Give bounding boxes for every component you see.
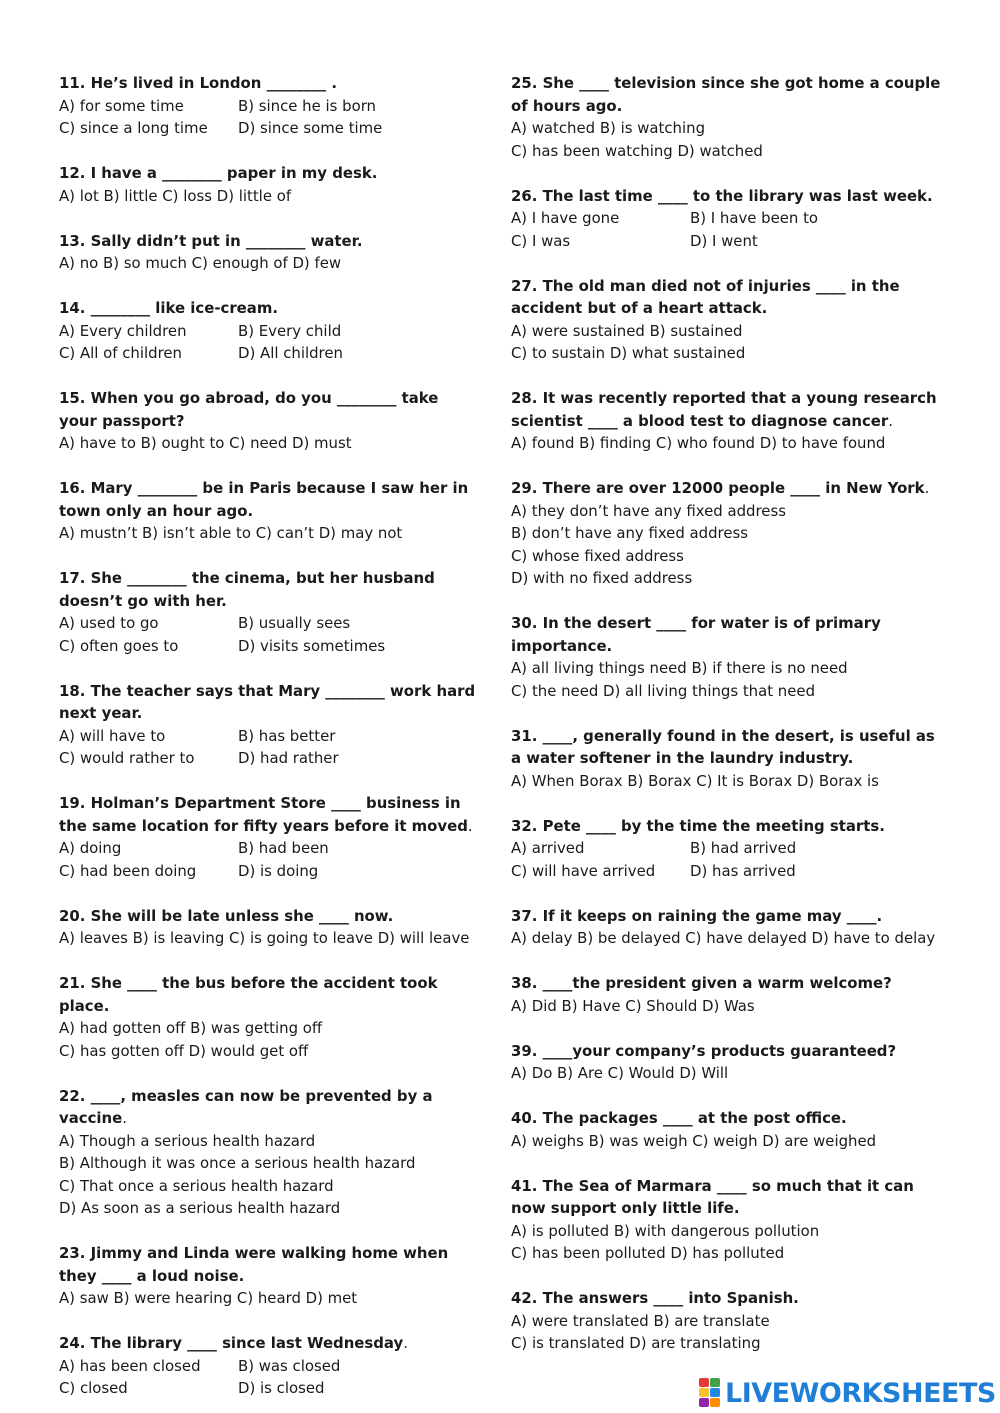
- answer-option[interactable]: A) used to go: [59, 614, 159, 632]
- question-38: [511, 972, 943, 1017]
- answer-option[interactable]: A) I have gone: [511, 209, 620, 227]
- answer-options-line[interactable]: C) to sustain D) what sustained: [511, 344, 746, 362]
- question-21: [59, 972, 479, 1062]
- question-stem-text: 26. The last time ____ to the library was last week.: [511, 186, 933, 205]
- question-stem: [511, 275, 943, 320]
- answer-options: [511, 837, 943, 882]
- answer-options-line[interactable]: A) were translated B) are translate: [511, 1311, 770, 1330]
- answer-options-line[interactable]: C) is translated D) are translating: [511, 1334, 761, 1352]
- question-stem: [511, 905, 943, 928]
- question-stem-tail: .: [924, 479, 930, 497]
- answer-options-line[interactable]: C) has gotten off D) would get off: [59, 1041, 309, 1060]
- answer-options-line[interactable]: A) Though a serious health hazard: [59, 1131, 316, 1150]
- question-stem: [59, 477, 479, 522]
- question-28: [511, 387, 943, 455]
- question-stem-text: 12. I have a ________ paper in my desk.: [59, 164, 378, 182]
- question-stem: [511, 972, 943, 995]
- answer-options-line[interactable]: A) no B) so much C) enough of D) few: [59, 254, 342, 272]
- answer-options-line[interactable]: A) found B) finding C) who found D) to have found: [511, 434, 886, 452]
- question-17: [59, 567, 479, 657]
- question-stem: [59, 972, 479, 1017]
- answer-option[interactable]: D) has arrived: [690, 861, 796, 880]
- answer-options-line[interactable]: A) have to B) ought to C) need D) must: [59, 434, 352, 452]
- question-stem-text: 31. ____, generally found in the desert, is useful as a water softener in the laundry industry.: [511, 726, 935, 767]
- answer-option[interactable]: B) I have been to: [690, 209, 819, 227]
- question-stem: [511, 725, 943, 770]
- question-stem: [59, 387, 479, 432]
- answer-options: [59, 725, 479, 770]
- question-stem-text: 21. She ____ the bus before the accident took place.: [59, 974, 438, 1015]
- answer-options-line[interactable]: A) delay B) be delayed C) have delayed D) have to delay: [511, 929, 936, 947]
- question-stem: [59, 567, 479, 612]
- answer-option[interactable]: B) usually sees: [238, 614, 351, 632]
- question-24: [59, 1332, 479, 1400]
- question-27: [511, 275, 943, 365]
- answer-option[interactable]: B) since he is born: [238, 96, 376, 115]
- answer-options-line[interactable]: A) watched B) is watching: [511, 119, 706, 137]
- answer-options-line[interactable]: A) weighs B) was weigh C) weigh D) are weighed: [511, 1131, 877, 1150]
- answer-option[interactable]: C) All of children: [59, 344, 182, 362]
- answer-options-line[interactable]: C) has been polluted D) has polluted: [511, 1244, 785, 1262]
- question-stem-text: 23. Jimmy and Linda were walking home when they ____ a loud noise.: [59, 1244, 449, 1285]
- answer-option[interactable]: C) since a long time: [59, 119, 208, 137]
- brand-text: LIVEWORKSHEETS: [725, 1377, 996, 1409]
- question-stem: [511, 387, 943, 432]
- logo-square: [710, 1378, 720, 1387]
- answer-options: [511, 207, 943, 252]
- answer-options-line[interactable]: B) Although it was once a serious health hazard: [59, 1154, 416, 1172]
- question-stem: [511, 1287, 943, 1310]
- question-25: [511, 72, 943, 162]
- question-31: [511, 725, 943, 793]
- answer-option[interactable]: D) since some time: [238, 119, 383, 137]
- logo-square: [710, 1388, 720, 1397]
- answer-option[interactable]: D) visits sometimes: [238, 636, 386, 655]
- answer-option[interactable]: A) arrived: [511, 839, 585, 857]
- question-stem: [59, 1332, 479, 1355]
- question-14: [59, 297, 479, 365]
- question-18: [59, 680, 479, 770]
- question-stem-text: 20. She will be late unless she ____ now.: [59, 906, 394, 925]
- question-stem: [59, 1085, 479, 1130]
- answer-option[interactable]: C) would rather to: [59, 749, 195, 767]
- answer-option[interactable]: C) often goes to: [59, 636, 179, 655]
- answer-options-line[interactable]: A) all living things need B) if there is no need: [511, 659, 848, 677]
- question-stem-text: 22. ____, measles can now be prevented by a vaccine: [59, 1086, 433, 1127]
- question-stem-tail: .: [122, 1109, 127, 1127]
- answer-options-line[interactable]: D) As soon as a serious health hazard: [59, 1199, 341, 1217]
- answer-option[interactable]: A) doing: [59, 839, 122, 857]
- question-stem: [59, 162, 479, 185]
- answer-options: [59, 95, 479, 140]
- question-stem-text: 28. It was recently reported that a young research scientist ____ a blood test to diagnose cancer: [511, 389, 937, 430]
- answer-options-line[interactable]: A) is polluted B) with dangerous pollution: [511, 1221, 820, 1240]
- question-32: [511, 815, 943, 883]
- question-19: [59, 792, 479, 882]
- logo-square: [710, 1398, 720, 1407]
- question-stem-text: 11. He’s lived in London ________ .: [59, 74, 337, 92]
- question-stem: [59, 297, 479, 320]
- question-stem: [511, 72, 943, 117]
- answer-options: [59, 837, 479, 882]
- question-15: [59, 387, 479, 455]
- answer-option[interactable]: A) for some time: [59, 96, 184, 115]
- answer-options-line[interactable]: A) Did B) Have C) Should D) Was: [511, 996, 755, 1015]
- question-stem-text: 18. The teacher says that Mary ________ work hard next year.: [59, 681, 476, 722]
- answer-option[interactable]: C) had been doing: [59, 861, 197, 880]
- answer-option[interactable]: C) I was: [511, 231, 571, 250]
- question-stem-tail: .: [888, 411, 893, 430]
- question-stem-text: 38. ____the president given a warm welcome?: [511, 974, 892, 992]
- question-13: [59, 230, 479, 275]
- question-stem-text: 37. If it keeps on raining the game may ____.: [511, 906, 883, 925]
- question-stem-text: 24. The library ____ since last Wednesday: [59, 1334, 404, 1352]
- answer-option[interactable]: A) Every children: [59, 321, 187, 340]
- question-stem-text: 32. Pete ____ by the time the meeting starts.: [511, 816, 885, 835]
- answer-option[interactable]: A) has been closed: [59, 1356, 201, 1375]
- answer-options-line[interactable]: B) don’t have any fixed address: [511, 524, 749, 542]
- question-stem-text: 15. When you go abroad, do you ________ take your passport?: [59, 389, 439, 430]
- question-37: [511, 905, 943, 950]
- question-stem-text: 40. The packages ____ at the post office.: [511, 1109, 847, 1127]
- question-41: [511, 1175, 943, 1265]
- answer-option[interactable]: D) is doing: [238, 861, 319, 880]
- question-stem: [511, 185, 943, 208]
- question-stem: [59, 72, 479, 95]
- answer-option[interactable]: C) will have arrived: [511, 861, 656, 880]
- question-stem: [511, 477, 943, 500]
- question-stem-text: 30. In the desert ____ for water is of primary importance.: [511, 614, 881, 655]
- answer-options-line[interactable]: A) were sustained B) sustained: [511, 321, 743, 340]
- question-40: [511, 1107, 943, 1152]
- question-stem-text: 27. The old man died not of injuries ____ in the accident but of a heart attack.: [511, 276, 900, 317]
- question-16: [59, 477, 479, 545]
- right-column: [511, 72, 943, 1377]
- answer-option[interactable]: B) has better: [238, 726, 336, 745]
- answer-options-line[interactable]: C) the need D) all living things that need: [511, 681, 816, 700]
- question-42: [511, 1287, 943, 1355]
- answer-options-line[interactable]: A) had gotten off B) was getting off: [59, 1019, 323, 1037]
- question-stem: [511, 1107, 943, 1130]
- answer-option[interactable]: D) All children: [238, 344, 343, 362]
- answer-options-line[interactable]: D) with no fixed address: [511, 569, 693, 587]
- answer-options-line[interactable]: A) When Borax B) Borax C) It is Borax D) Borax is: [511, 771, 879, 790]
- question-stem: [59, 230, 479, 253]
- question-11: [59, 72, 479, 140]
- question-20: [59, 905, 479, 950]
- question-12: [59, 162, 479, 207]
- answer-option[interactable]: B) had been: [238, 839, 329, 857]
- answer-options-line[interactable]: A) mustn’t B) isn’t able to C) can’t D) may not: [59, 524, 403, 542]
- question-stem: [59, 792, 479, 837]
- answer-options-line[interactable]: C) whose fixed address: [511, 546, 684, 565]
- liveworksheets-logo-icon: [699, 1378, 721, 1408]
- question-stem-text: 13. Sally didn’t put in ________ water.: [59, 231, 363, 250]
- question-stem: [59, 680, 479, 725]
- question-stem-tail: .: [467, 816, 473, 835]
- question-stem-text: 17. She ________ the cinema, but her husband doesn’t go with her.: [59, 569, 435, 610]
- question-stem: [511, 815, 943, 838]
- question-26: [511, 185, 943, 253]
- question-stem: [59, 1242, 479, 1287]
- answer-options-line[interactable]: A) lot B) little C) loss D) little of: [59, 186, 292, 205]
- answer-option[interactable]: B) had arrived: [690, 839, 797, 857]
- answer-options: [59, 320, 479, 365]
- question-stem-text: 39. ____your company’s products guaranteed?: [511, 1041, 897, 1060]
- question-stem-text: 14. ________ like ice-cream.: [59, 299, 279, 317]
- question-stem-text: 16. Mary ________ be in Paris because I saw her in town only an hour ago.: [59, 479, 469, 520]
- logo-square: [699, 1378, 709, 1387]
- question-stem: [59, 905, 479, 928]
- answer-options-line[interactable]: A) saw B) were hearing C) heard D) met: [59, 1289, 358, 1307]
- brand-footer[interactable]: [699, 1375, 996, 1411]
- question-stem-text: 25. She ____ television since she got home a couple of hours ago.: [511, 74, 941, 115]
- answer-options: [59, 612, 479, 657]
- question-stem-tail: .: [403, 1334, 408, 1352]
- question-stem: [511, 612, 943, 657]
- question-stem-text: 29. There are over 12000 people ____ in New York: [511, 479, 925, 497]
- left-column: [59, 72, 479, 1413]
- answer-option[interactable]: C) closed: [59, 1379, 128, 1397]
- answer-option[interactable]: B) was closed: [238, 1356, 341, 1375]
- question-30: [511, 612, 943, 702]
- question-23: [59, 1242, 479, 1310]
- question-39: [511, 1040, 943, 1085]
- question-29: [511, 477, 943, 590]
- answer-option[interactable]: D) I went: [690, 231, 758, 250]
- answer-options-line[interactable]: A) Do B) Are C) Would D) Will: [511, 1064, 729, 1082]
- answer-options-line[interactable]: C) That once a serious health hazard: [59, 1176, 334, 1195]
- question-22: [59, 1085, 479, 1220]
- answer-option[interactable]: D) had rather: [238, 749, 339, 767]
- answer-options-line[interactable]: A) they don’t have any fixed address: [511, 501, 786, 520]
- question-stem-text: 19. Holman’s Department Store ____ business in the same location for fifty years before it moved: [59, 794, 468, 835]
- logo-square: [699, 1388, 709, 1397]
- answer-options-line[interactable]: C) has been watching D) watched: [511, 141, 763, 160]
- answer-options-line[interactable]: A) leaves B) is leaving C) is going to leave D) will leave: [59, 929, 470, 947]
- answer-options: [59, 1355, 479, 1400]
- question-stem-text: 42. The answers ____ into Spanish.: [511, 1289, 799, 1307]
- logo-square: [699, 1398, 709, 1407]
- answer-option[interactable]: D) is closed: [238, 1379, 325, 1397]
- question-stem: [511, 1175, 943, 1220]
- answer-option[interactable]: A) will have to: [59, 726, 166, 745]
- question-stem-text: 41. The Sea of Marmara ____ so much that it can now support only little life.: [511, 1176, 914, 1217]
- answer-option[interactable]: B) Every child: [238, 321, 342, 340]
- question-stem: [511, 1040, 943, 1063]
